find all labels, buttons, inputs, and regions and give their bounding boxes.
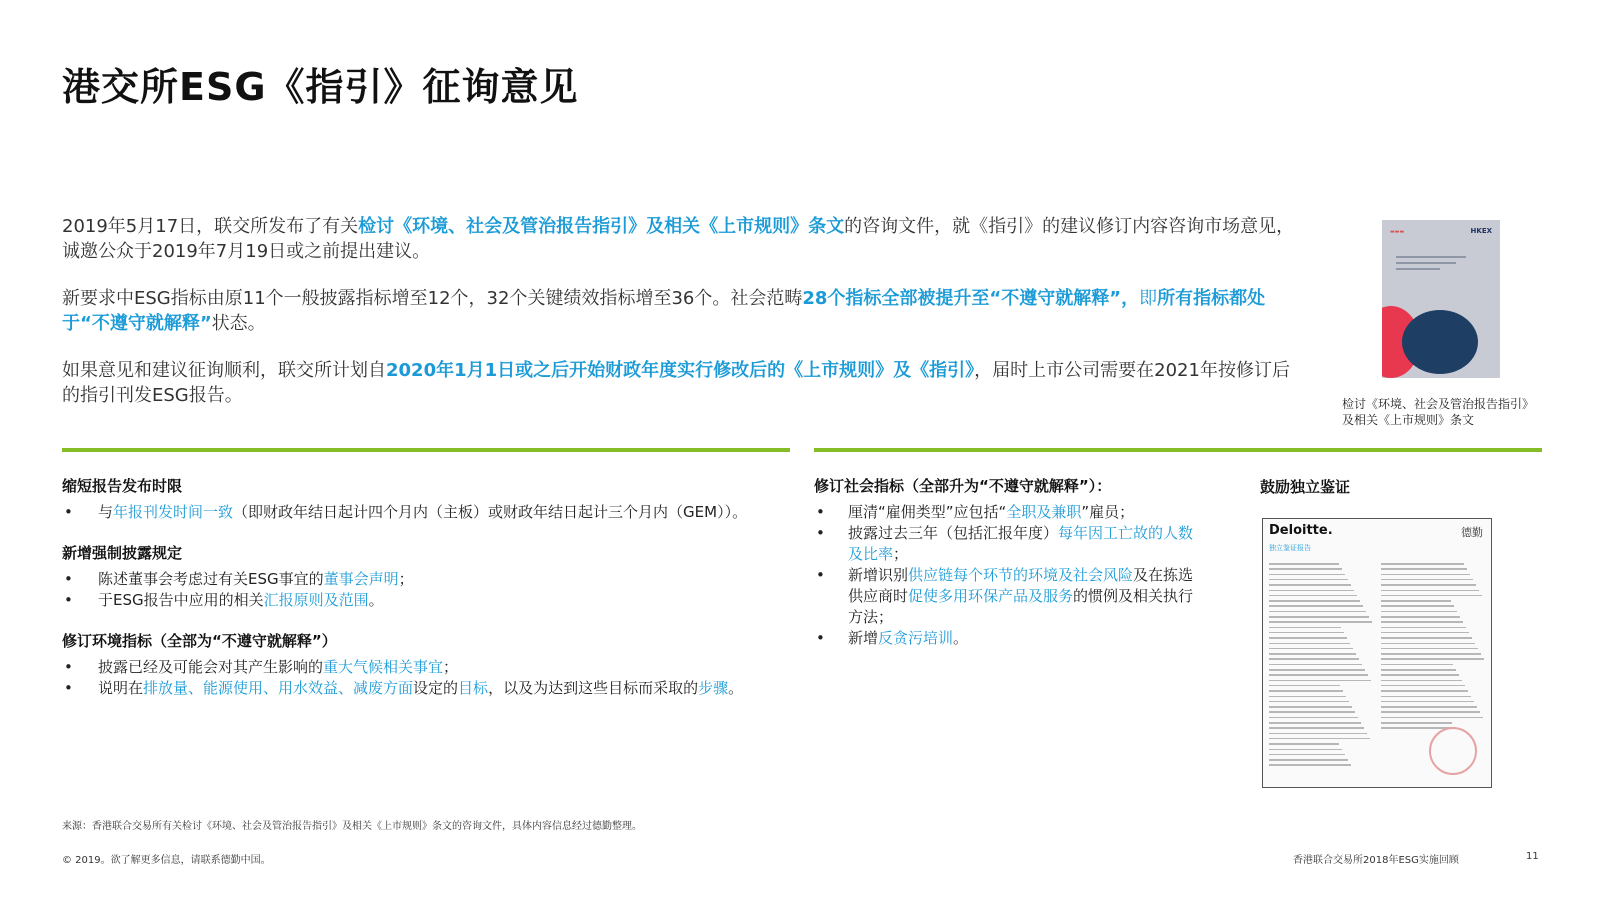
report-text-line bbox=[1269, 690, 1343, 692]
item-highlight: 重大气候相关事宜 bbox=[323, 658, 444, 676]
report-text-line bbox=[1381, 690, 1468, 692]
report-text-line bbox=[1269, 733, 1367, 735]
report-text-line bbox=[1381, 706, 1477, 708]
item-highlight: 年报刊发时间一致 bbox=[113, 503, 234, 521]
item-highlight: 全职及兼职 bbox=[1006, 503, 1082, 521]
item-highlight: 目标 bbox=[458, 679, 489, 697]
report-text-line bbox=[1269, 722, 1361, 724]
cover-text-line bbox=[1396, 256, 1466, 258]
intro-p3-highlight: 2020年1月1日或之后开始财政年度实行修改后的《上市规则》及《指引》 bbox=[386, 360, 975, 381]
report-subtitle: 独立鉴证报告 bbox=[1269, 544, 1311, 552]
item-highlight: 每年因工亡故的人数及比率 bbox=[848, 524, 1194, 563]
report-text-line bbox=[1269, 764, 1351, 766]
intro-p2-connector: 即 bbox=[1139, 288, 1158, 309]
cover-red-tag: ▬▬▬ bbox=[1390, 229, 1405, 235]
report-text-line bbox=[1381, 653, 1481, 655]
report-text-line bbox=[1269, 759, 1348, 761]
report-text-line bbox=[1269, 754, 1345, 756]
intro-p1-text-end: 的咨询文件，就《指引》的建议修订内容咨询市场意见，诚邀公众于2019年7月19日或之前提出建议。 bbox=[62, 216, 1295, 262]
assurance-report-thumbnail bbox=[1262, 518, 1492, 788]
report-text-line bbox=[1269, 696, 1346, 698]
report-text-line bbox=[1381, 701, 1474, 703]
cover-caption-line-2: 及相关《上市规则》条文 bbox=[1342, 413, 1475, 427]
section-title-report-deadline: 缩短报告发布时限 bbox=[62, 477, 183, 495]
intro-p2-highlight: 28个指标全部被提升至“不遵守就解释”， bbox=[802, 288, 1140, 309]
report-text-line bbox=[1269, 711, 1355, 713]
report-text-line bbox=[1381, 680, 1462, 682]
item-text: 说明在 bbox=[98, 679, 144, 697]
item-highlight: 促使多用环保产品及服务 bbox=[908, 587, 1074, 605]
report-text-line bbox=[1381, 637, 1472, 639]
report-text-line bbox=[1381, 605, 1454, 607]
intro-p3-text: 如果意见和建议征询顺利，联交所计划自 bbox=[62, 360, 386, 381]
report-text-line bbox=[1269, 611, 1366, 613]
report-text-line bbox=[1381, 600, 1451, 602]
report-text-line bbox=[1381, 643, 1475, 645]
item-text: 的惯例及相关执行方法； bbox=[848, 587, 1194, 626]
report-text-line bbox=[1381, 584, 1476, 586]
report-text-line bbox=[1269, 653, 1356, 655]
report-text-line bbox=[1269, 595, 1357, 597]
report-text-line bbox=[1269, 643, 1350, 645]
item-text: 厘清“雇佣类型”应包括“ bbox=[848, 503, 1007, 521]
report-text-line bbox=[1269, 674, 1368, 676]
report-text-line bbox=[1269, 648, 1353, 650]
deloitte-logo: Deloitte. bbox=[1269, 523, 1333, 538]
item-text: ； bbox=[443, 658, 459, 676]
independent-assurance-title: 鼓励独立鉴证 bbox=[1260, 478, 1351, 496]
list-item bbox=[62, 502, 774, 523]
section-title-social-kpi: 修订社会指标（全部升为“不遵守就解释”）： bbox=[814, 477, 1112, 495]
item-text: ”雇员； bbox=[1081, 503, 1135, 521]
item-highlight: 步骤 bbox=[698, 679, 729, 697]
intro-text bbox=[62, 214, 1302, 430]
report-text-line bbox=[1269, 701, 1349, 703]
item-text: 披露已经及可能会对其产生影响的 bbox=[98, 658, 324, 676]
intro-p2-text: 新要求中ESG指标由原11个一般披露指标增至12个，32个关键绩效指标增至36个。社会范畴 bbox=[62, 288, 803, 309]
report-text-line bbox=[1269, 749, 1342, 751]
cover-navy-circle bbox=[1402, 310, 1478, 374]
report-text-line bbox=[1269, 743, 1339, 745]
right-section-divider bbox=[814, 448, 1542, 452]
item-highlight: 汇报原则及范围 bbox=[263, 591, 369, 609]
left-column bbox=[62, 476, 774, 719]
report-text-line bbox=[1269, 616, 1369, 618]
item-text: 。 bbox=[728, 679, 744, 697]
report-text-line bbox=[1381, 574, 1470, 576]
report-text-line bbox=[1381, 627, 1466, 629]
report-text-line bbox=[1381, 685, 1465, 687]
list-item bbox=[814, 502, 1204, 523]
intro-p1-highlight: 检讨《环境、社会及管治报告指引》及相关《上市规则》条文 bbox=[358, 216, 845, 237]
intro-p2-highlight-2: 所有指标都处于“不遵守就解释” bbox=[62, 288, 1266, 334]
report-text-line bbox=[1269, 685, 1340, 687]
report-text-line bbox=[1269, 627, 1341, 629]
cover-text-line bbox=[1396, 262, 1456, 264]
copyright-footer: © 2019。欲了解更多信息，请联系德勤中国。 bbox=[62, 855, 271, 866]
page-number: 11 bbox=[1526, 851, 1539, 862]
report-text-line bbox=[1381, 696, 1471, 698]
report-text-line bbox=[1269, 590, 1354, 592]
intro-p2-text-end: 状态。 bbox=[211, 313, 266, 334]
item-text: 与 bbox=[98, 503, 114, 521]
item-text: 设定的 bbox=[413, 679, 459, 697]
report-text-line bbox=[1381, 590, 1479, 592]
report-text-line bbox=[1269, 717, 1358, 719]
item-text: 新增 bbox=[848, 629, 879, 647]
report-text-line bbox=[1381, 658, 1484, 660]
item-highlight: 排放量、能源使用、用水效益、减废方面 bbox=[143, 679, 414, 697]
report-text-line bbox=[1269, 738, 1370, 740]
report-text-line bbox=[1269, 621, 1372, 623]
report-text-line bbox=[1269, 664, 1362, 666]
deloitte-logo-cn: 德勤 bbox=[1461, 526, 1483, 539]
item-text: 及在拣选供应商时 bbox=[848, 566, 1194, 605]
page-title: 港交所ESG《指引》征询意见 bbox=[62, 65, 579, 109]
report-text-line bbox=[1269, 658, 1359, 660]
cover-caption-line-1: 检讨《环境、社会及管治报告指引》 bbox=[1342, 397, 1535, 411]
item-highlight: 供应链每个环节的环境及社会风险 bbox=[908, 566, 1134, 584]
list-item bbox=[62, 590, 774, 611]
hkex-logo: HKEX bbox=[1470, 227, 1492, 235]
intro-paragraph-2 bbox=[62, 286, 1302, 336]
intro-paragraph-3 bbox=[62, 358, 1302, 408]
footer-doc-title: 香港联合交易所2018年ESG实施回顾 bbox=[1293, 855, 1459, 866]
item-highlight: 反贪污培训 bbox=[878, 629, 954, 647]
report-text-line bbox=[1269, 706, 1352, 708]
report-text-line bbox=[1381, 717, 1483, 719]
report-text-line bbox=[1269, 579, 1348, 581]
item-text: ； bbox=[398, 570, 414, 588]
item-text: （即财政年结日起计四个月内（主板）或财政年结日起计三个月内（GEM））。 bbox=[233, 503, 748, 521]
consultation-paper-cover bbox=[1382, 220, 1500, 378]
report-text-line bbox=[1381, 563, 1464, 565]
environment-kpi-list bbox=[62, 657, 774, 699]
report-text-line bbox=[1269, 669, 1365, 671]
report-text-line bbox=[1381, 664, 1453, 666]
item-text: ； bbox=[893, 545, 909, 563]
cover-caption bbox=[1342, 396, 1534, 428]
report-text-line bbox=[1269, 574, 1345, 576]
report-text-line bbox=[1269, 563, 1339, 565]
source-note: 来源：香港联合交易所有关检讨《环境、社会及管治报告指引》及相关《上市规则》条文的咨询文件，具体内容信息经过德勤整理。 bbox=[62, 821, 642, 832]
report-text-line bbox=[1381, 595, 1482, 597]
list-item bbox=[62, 657, 774, 678]
report-text-line bbox=[1381, 648, 1478, 650]
item-highlight: 董事会声明 bbox=[323, 570, 399, 588]
section-title-environment-kpi: 修订环境指标（全部为“不遵守就解释”） bbox=[62, 632, 337, 650]
item-text: 披露过去三年（包括汇报年度） bbox=[848, 524, 1059, 542]
report-text-line bbox=[1269, 680, 1371, 682]
item-text: 陈述董事会考虑过有关ESG事宜的 bbox=[98, 570, 324, 588]
intro-p3-text-end: ，届时上市公司需要在2021年按修订后的指引刊发ESG报告。 bbox=[62, 360, 1290, 406]
social-kpi-list bbox=[814, 502, 1204, 649]
left-section-divider bbox=[62, 448, 790, 452]
report-deadline-list bbox=[62, 502, 774, 523]
list-item bbox=[814, 565, 1204, 628]
item-text: 于ESG报告中应用的相关 bbox=[98, 591, 264, 609]
section-title-mandatory-disclosure: 新增强制披露规定 bbox=[62, 544, 183, 562]
list-item bbox=[814, 523, 1204, 565]
report-text-line bbox=[1269, 605, 1363, 607]
intro-p1-text: 2019年5月17日，联交所发布了有关 bbox=[62, 216, 359, 237]
report-text-line bbox=[1269, 632, 1344, 634]
list-item bbox=[62, 678, 774, 699]
report-text-line bbox=[1269, 584, 1351, 586]
report-text-line bbox=[1269, 727, 1364, 729]
intro-paragraph-1 bbox=[62, 214, 1302, 264]
item-text: 。 bbox=[953, 629, 969, 647]
mandatory-disclosure-list bbox=[62, 569, 774, 611]
item-text: 。 bbox=[368, 591, 384, 609]
report-text-line bbox=[1381, 611, 1457, 613]
report-text-line bbox=[1269, 600, 1360, 602]
report-text-line bbox=[1381, 579, 1473, 581]
report-text-line bbox=[1381, 568, 1467, 570]
report-text-line bbox=[1381, 674, 1459, 676]
report-text-line bbox=[1381, 616, 1460, 618]
list-item bbox=[814, 628, 1204, 649]
cover-text-line bbox=[1396, 268, 1440, 270]
company-seal bbox=[1429, 727, 1477, 775]
report-text-line bbox=[1381, 669, 1456, 671]
report-text-line bbox=[1381, 632, 1469, 634]
list-item bbox=[62, 569, 774, 590]
report-text-line bbox=[1269, 568, 1342, 570]
report-text-line bbox=[1381, 722, 1452, 724]
report-text-line bbox=[1381, 711, 1480, 713]
item-text: 新增识别 bbox=[848, 566, 909, 584]
right-column bbox=[814, 476, 1204, 669]
report-text-line bbox=[1269, 637, 1347, 639]
report-text-line bbox=[1381, 621, 1463, 623]
item-text: ，以及为达到这些目标而采取的 bbox=[488, 679, 699, 697]
